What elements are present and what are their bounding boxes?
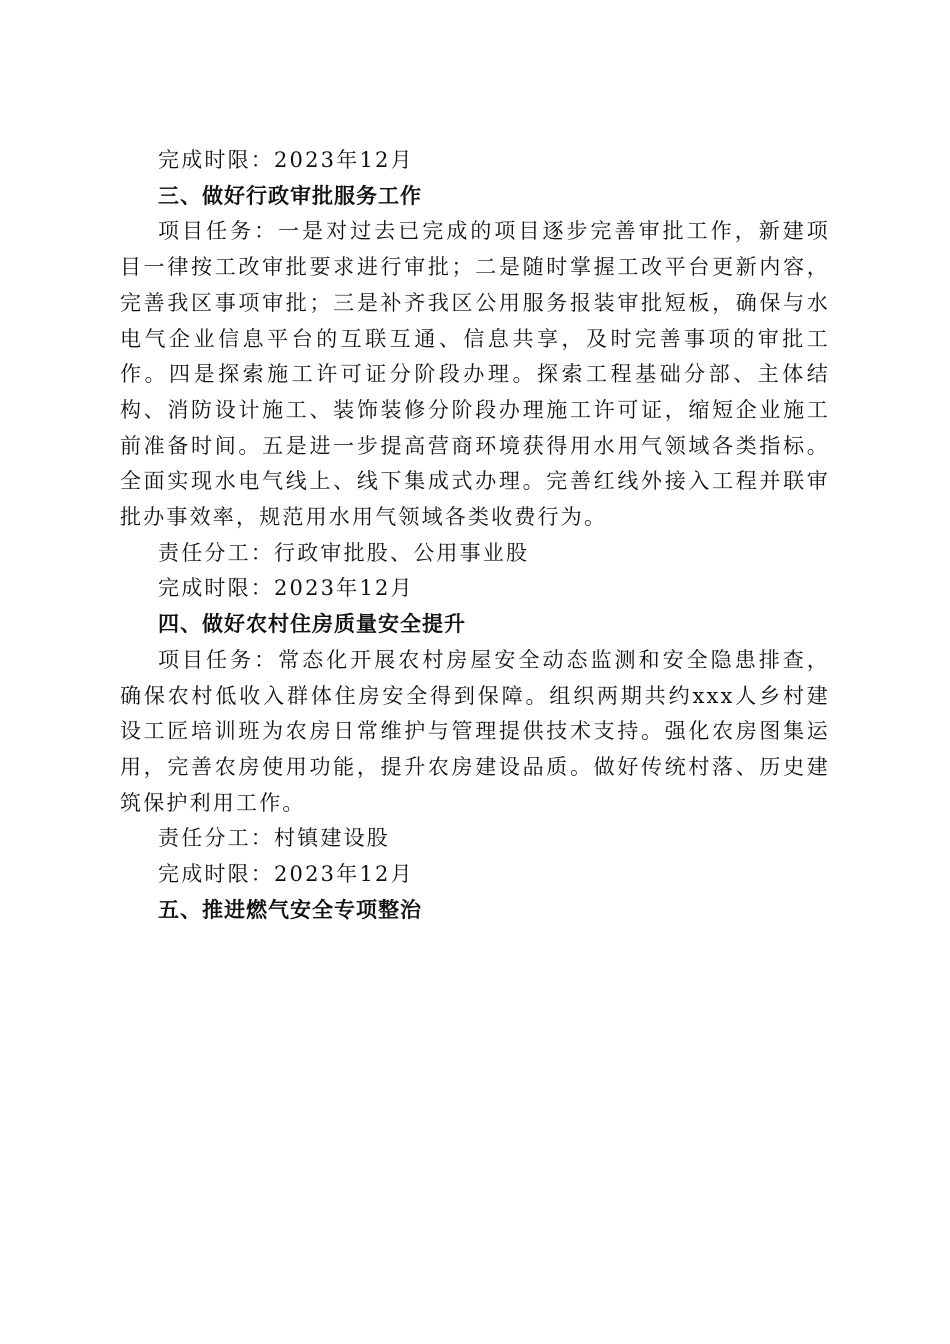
section5-heading: 五、推进燃气安全专项整治: [158, 897, 422, 922]
section3-task: 项目任务：一是对过去已完成的项目逐步完善审批工作，新建项目一律按工改审批要求进行审批；二是随时掌握工改平台更新内容，完善我区事项审批；三是补齐我区公用服务报装审批短板，确保与水电气企业信息平台的互联互通、信息共享，及时完善事项的审批工作。四是探索施工许可证分阶段办理。探索工程基础分部、主体结构、消防设计施工、装饰装修分阶段办理施工许可证，缩短企业施工前准备时间。五是进一步提高营商环境获得用水用气领域各类指标。全面实现水电气线上、线下集成式办理。完善红线外接入工程并联审批办事效率，规范用水用气领域各类收费行为。: [120, 219, 830, 530]
section4-responsibility: 责任分工：村镇建设股: [158, 826, 390, 851]
section3-heading: 三、做好行政审批服务工作: [158, 183, 422, 208]
section4-deadline: 完成时限：2023年12月: [158, 862, 414, 887]
section3-responsibility: 责任分工：行政审批股、公用事业股: [158, 540, 530, 565]
section2-deadline: 完成时限：2023年12月: [158, 148, 414, 172]
section4-task: 项目任务：常态化开展农村房屋安全动态监测和安全隐患排查，确保农村低收入群体住房安全得到保障。组织两期共约xxx人乡村建设工匠培训班为农房日常维护与管理提供技术支持。强化农房图集运用，完善农房使用功能，提升农房建设品质。做好传统村落、历史建筑保护利用工作。: [120, 647, 830, 815]
section3-deadline: 完成时限：2023年12月: [158, 576, 414, 601]
section4-heading: 四、做好农村住房质量安全提升: [158, 612, 466, 637]
document-body: [120, 143, 830, 928]
